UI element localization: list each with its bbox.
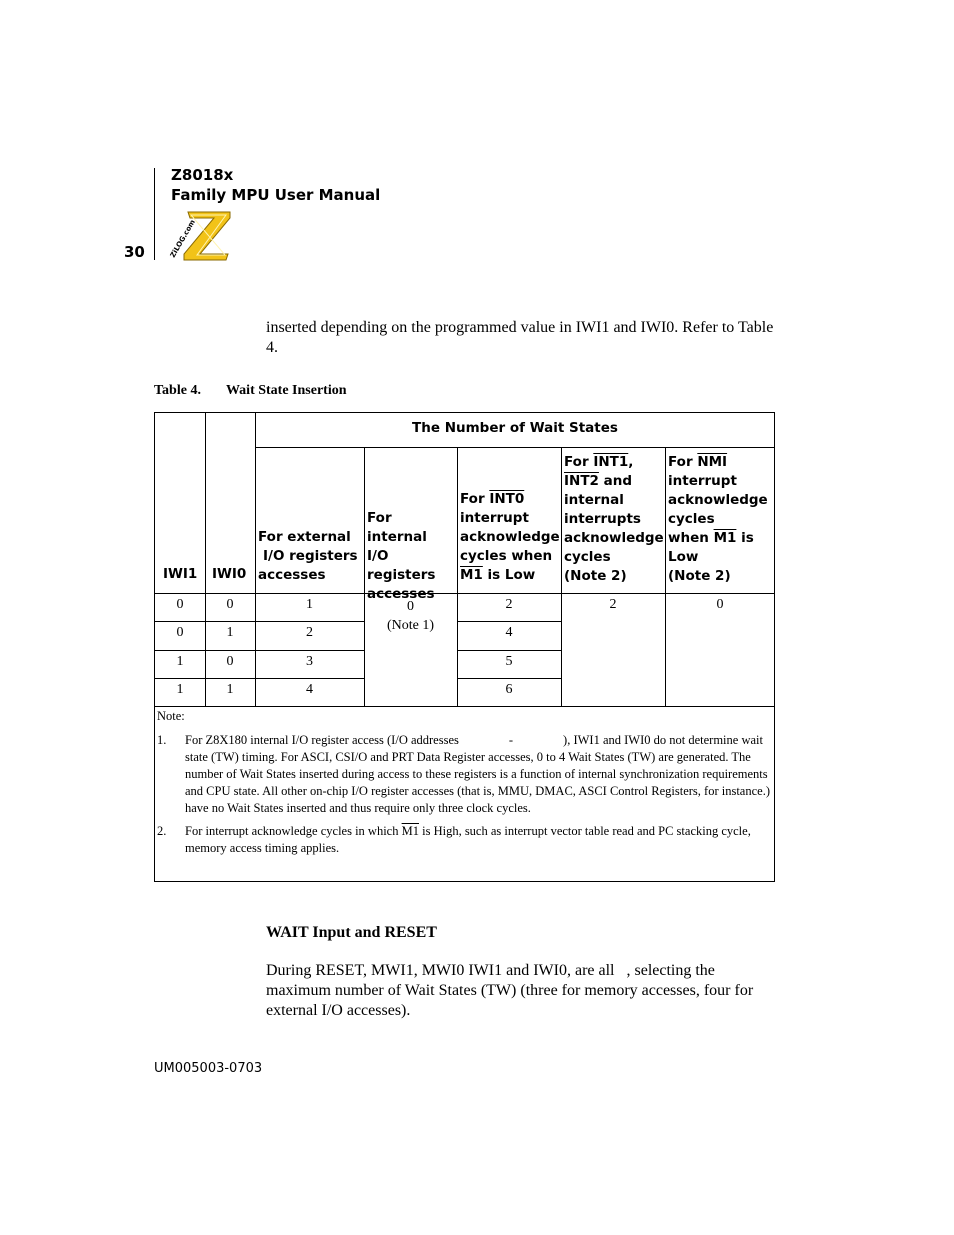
table-caption	[154, 383, 347, 399]
section-heading: WAIT Input and RESET	[266, 924, 437, 941]
col-header-iwi1: IWI1	[163, 566, 198, 582]
note-1: 1. For Z8X180 internal I/O register access (I/O addresses - ), IWI1 and IWI0 do not determine wait state (TW) timing. For ASCI, CSI/O and PRT Data Register accesses, 0 to 4 Wait States (TW) are generated. The number of Wait States inserted during access to these registers is a function of internal synchronization requirements and CPU state. All other on-chip I/O register accesses (that is, MMU, DMAC, ASCI Control Registers, for instance.) have no Wait States inserted and thus require only three clock cycles.	[157, 733, 770, 815]
manual-header	[171, 165, 380, 205]
col-header-external: For external I/O registers accesses	[258, 529, 358, 583]
manual-title: Family MPU User Manual	[171, 186, 381, 204]
col-header-int0: For INT0 interrupt acknowledge cycles when M1 is Low	[460, 491, 560, 583]
table-number: Table 4.	[154, 383, 201, 398]
internal-cell: 0 (Note 1)	[386, 599, 435, 633]
section-paragraph: During RESET, MWI1, MWI0 IWI1 and IWI0, are all , selecting the maximum number of Wait States (TW) (three for memory accesses, four for external I/O accesses).	[266, 962, 754, 1019]
zilog-logo	[168, 208, 232, 262]
col-header-internal: For internal I/O registers accesses	[367, 510, 436, 602]
int12-cell: 2	[609, 597, 617, 612]
table-notes	[157, 708, 773, 857]
wait-state-table: The Number of Wait States IWI1 IWI0 For external I/O registers accesses For internal I/O registers accesses For INT0 interrupt acknowledge cycles when M1 is Low For INT1, INT2 and internal interrupts acknowledge cycles (Note 2) For $\overline{NMI}$ interrupt acknowledge cycles when M1 is Low (Note 2) 0 0 1 2 0 1 2 4 1 0 3 5 1 1 4 6 0 (Note 1) 2 0	[154, 412, 775, 882]
intro-paragraph: inserted depending on the programmed value in IWI1 and IWI0. Refer to Table 4.	[266, 319, 774, 356]
int0-signal: INT0	[489, 491, 525, 507]
nmi-cell: 0	[716, 597, 724, 612]
logo-wordmark: ZiLOG.com	[168, 218, 197, 259]
notes-label: Note:	[157, 709, 185, 723]
product-name: Z8018x	[171, 166, 234, 184]
table-title: Wait State Insertion	[225, 383, 347, 398]
col-header-nmi: For $\overline{NMI}$ interrupt acknowledge cycles when M1 is Low (Note 2)	[668, 454, 768, 584]
group-header: The Number of Wait States	[412, 420, 618, 436]
page-number: 30	[124, 243, 145, 261]
header-divider	[154, 168, 155, 260]
col-header-iwi0: IWI0	[212, 566, 247, 582]
col-header-int1-int2: For INT1, INT2 and internal interrupts acknowledge cycles (Note 2)	[564, 454, 664, 584]
note-2: 2. For interrupt acknowledge cycles in which M1 is High, such as interrupt vector table read and PC stacking cycle, memory access timing applies.	[157, 824, 751, 855]
zilog-z-icon	[168, 208, 232, 262]
document-id: UM005003-0703	[154, 1061, 263, 1076]
